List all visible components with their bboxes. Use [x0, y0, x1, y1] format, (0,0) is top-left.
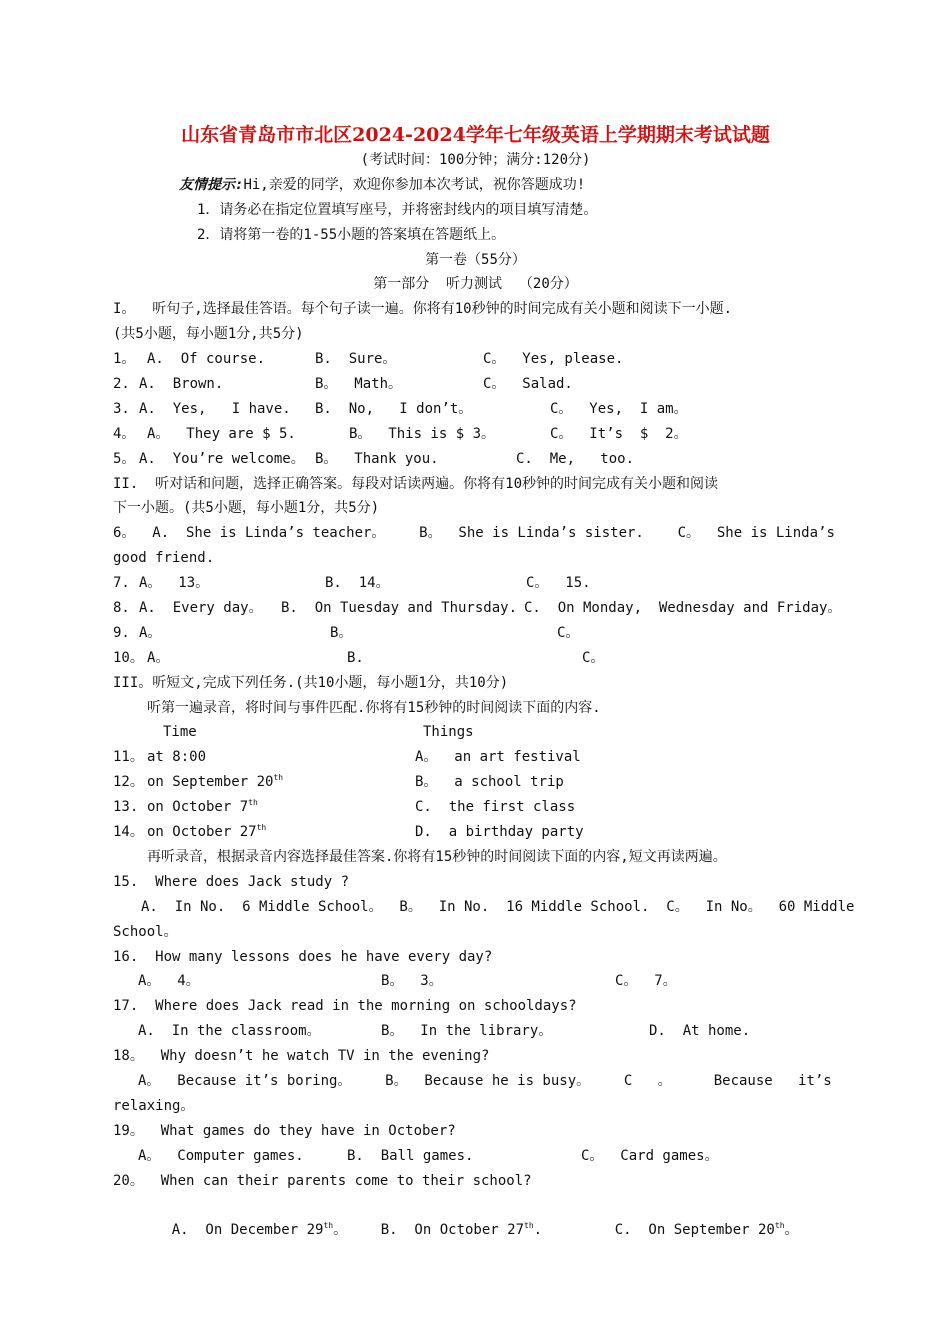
question-row	[113, 621, 838, 646]
option-c: C。 Yes, please.	[483, 351, 624, 368]
col-time: Time	[163, 724, 197, 741]
question-row	[113, 397, 838, 422]
option-b: B. Sure。	[315, 351, 397, 368]
option-b: B。 In the library。	[381, 1023, 553, 1040]
option-c: C。	[557, 624, 580, 641]
option-b: B. On October 27th.	[380, 1221, 543, 1239]
tip-text: Hi,亲爱的同学，欢迎你参加本次考试，祝你答题成功!	[243, 176, 586, 193]
question-number: 8.	[113, 600, 130, 617]
match-header	[113, 720, 838, 745]
match-time: on October 27th	[147, 823, 267, 841]
question-number: 5。	[113, 450, 136, 467]
question-19-options	[113, 1144, 838, 1169]
instruction-2: 2．请将第一卷的1-55小题的答案填在答题纸上。	[197, 226, 506, 243]
option-c: C。	[582, 649, 605, 666]
option-b: B。 3。	[381, 973, 443, 990]
question-15-options-cont: School。	[113, 923, 178, 940]
section3-intro-1: 听第一遍录音，将时间与事件匹配.你将有15秒钟的时间阅读下面的内容.	[147, 699, 601, 716]
option-b: B。 Math。	[315, 376, 403, 393]
exam-title: 山东省青岛市市北区2024-2024学年七年级英语上学期期末考试试题	[181, 124, 770, 146]
question-17-options	[113, 1019, 838, 1044]
col-things: Things	[423, 724, 474, 741]
option-b: B.	[347, 649, 364, 666]
question-20-options	[113, 1193, 838, 1239]
option-b: B. Ball games.	[347, 1147, 474, 1164]
option-a: A. On December 29th。	[171, 1221, 348, 1239]
match-row	[113, 745, 838, 770]
question-17: 17. Where does Jack read in the morning on schooldays?	[113, 998, 577, 1015]
match-time: on October 7th	[147, 798, 258, 816]
question-number: 10。	[113, 649, 144, 666]
option-a: A。 13。	[139, 575, 210, 592]
question-15-options: A. In No. 6 Middle School。 B。 In No. 16 Middle School. C。 In No。 60 Middle	[141, 898, 855, 915]
question-6-cont: good friend.	[113, 550, 215, 567]
question-20: 20。 When can their parents come to their school?	[113, 1172, 532, 1189]
option-b: B。	[330, 624, 353, 641]
volume-title: 第一卷（55分）	[425, 251, 526, 268]
match-thing: A。 an art festival	[415, 749, 581, 766]
question-row	[113, 347, 838, 372]
question-row	[113, 372, 838, 397]
option-a: A。 4。	[138, 973, 200, 990]
exam-document	[113, 122, 855, 1239]
question-number: 11。	[113, 749, 144, 766]
question-number: 12。	[113, 774, 144, 791]
question-number: 13.	[113, 799, 139, 816]
match-thing: D. a birthday party	[415, 824, 584, 841]
option-a: A。	[139, 624, 162, 641]
option-b: B. No, I don’t。	[315, 400, 473, 417]
match-row	[113, 770, 838, 795]
option-c: C。 15.	[526, 575, 591, 592]
option-b: B。 Thank you.	[315, 450, 439, 467]
option-c: C。 7。	[615, 973, 677, 990]
option-a: A. Of course.	[147, 351, 266, 368]
exam-info: (考试时间：100分钟；满分:120分)	[360, 152, 591, 168]
option-a: A。 They are $ 5.	[147, 425, 296, 442]
section3-heading: III。听短文,完成下列任务.(共10小题，每小题1分，共10分)	[113, 674, 509, 691]
option-a: A. Yes, I have.	[139, 400, 291, 417]
question-row	[113, 422, 838, 447]
section3-intro-2: 再听录音，根据录音内容选择最佳答案.你将有15秒钟的时间阅读下面的内容,短文再读两遍。	[147, 848, 727, 865]
match-thing: C. the first class	[415, 799, 576, 816]
section1-heading: I。 听句子,选择最佳答语。每个句子读一遍。你将有10秒钟的时间完成有关小题和阅读下一小题.	[113, 301, 732, 318]
question-number: 3.	[113, 400, 130, 417]
option-b: B。 This is $ 3。	[349, 425, 496, 442]
option-b: B. 14。	[325, 575, 390, 592]
question-number: 7.	[113, 575, 130, 592]
question-19: 19。 What games do they have in October?	[113, 1122, 456, 1139]
question-row	[113, 571, 838, 596]
option-a: A. Brown.	[139, 376, 224, 393]
question-row	[113, 447, 838, 472]
option-c: C。 It’s $ 2。	[550, 425, 688, 442]
section2-heading: II. 听对话和问题，选择正确答案。每段对话读两遍。你将有10秒钟的时间完成有关小题和阅读	[113, 475, 718, 492]
match-thing: B。 a school trip	[415, 774, 564, 791]
question-16: 16. How many lessons does he have every day?	[113, 948, 493, 965]
option-c: C. On September 20th。	[614, 1221, 799, 1239]
option-c: C. On Monday, Wednesday and Friday。	[524, 600, 842, 617]
question-15: 15. Where does Jack study ?	[113, 873, 350, 890]
question-6: 6。 A. She is Linda’s teacher。 B。 She is Linda’s sister. C。 She is Linda’s	[113, 525, 835, 542]
question-number: 2.	[113, 376, 130, 393]
option-c: C。 Card games。	[581, 1147, 719, 1164]
question-number: 4。	[113, 425, 136, 442]
option-c: C。 Yes, I am。	[550, 400, 688, 417]
question-18: 18。 Why doesn’t he watch TV in the evening?	[113, 1048, 490, 1065]
match-time: on September 20th	[147, 773, 284, 791]
friendly-tip	[113, 173, 838, 198]
question-18-options: A。 Because it’s boring。 B。 Because he is busy。 C 。 Because it’s	[138, 1072, 832, 1089]
option-a: A. In the classroom。	[138, 1023, 321, 1040]
option-a: A. You’re welcome。	[139, 450, 305, 467]
part-title: 第一部分 听力测试 （20分）	[373, 276, 578, 293]
match-row	[113, 795, 838, 820]
option-a: A。 Computer games.	[138, 1147, 304, 1164]
question-number: 14。	[113, 824, 144, 841]
question-row	[113, 646, 838, 671]
option-d: D. At home.	[649, 1023, 751, 1040]
question-18-options-cont: relaxing。	[113, 1097, 195, 1114]
option-a: A. Every day。	[139, 600, 263, 617]
match-row	[113, 820, 838, 845]
option-c: C. Me, too.	[516, 450, 635, 467]
tip-label: 友情提示:	[179, 176, 244, 193]
question-16-options	[113, 969, 838, 994]
option-a: A。	[147, 649, 170, 666]
instruction-1: 1．请务必在指定位置填写座号，并将密封线内的项目填写清楚。	[197, 201, 598, 218]
section2-heading-2: 下一小题。(共5小题，每小题1分，共5分)	[113, 500, 380, 517]
question-number: 1。	[113, 351, 136, 368]
match-time: at 8:00	[147, 749, 207, 766]
option-b: B. On Tuesday and Thursday.	[281, 600, 518, 617]
option-c: C。 Salad.	[483, 376, 573, 393]
section1-heading-2: (共5小题，每小题1分,共5分)	[113, 326, 304, 343]
question-row	[113, 596, 842, 621]
question-number: 9.	[113, 624, 130, 641]
